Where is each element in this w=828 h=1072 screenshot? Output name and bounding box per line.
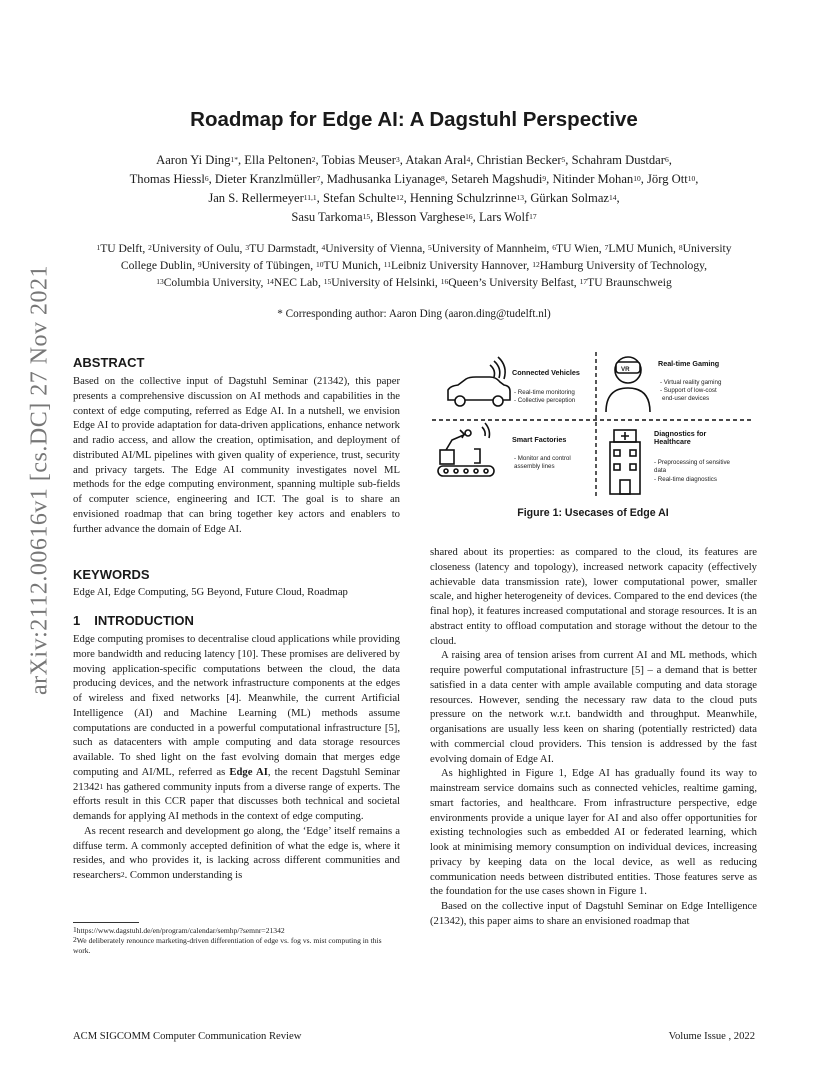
affiliation: TU Wien, [555, 242, 605, 255]
affiliation-mark: 9 [197, 260, 202, 269]
author: Gürkan Solmaz [530, 191, 610, 205]
usecases-figure [430, 350, 756, 498]
footer-volume: Volume Issue , 2022 [668, 1031, 755, 1042]
author-separator: , [668, 153, 672, 167]
panel-item: end-user devices [662, 395, 710, 402]
paragraph: As recent research and development go along, the ‘Edge’ itself remains a diffuse term. A commonly accepted definition of what the edge is, where it resides, and who provides it, is lacking across different communities and researchers$^2$. Common understanding is [73, 825, 400, 881]
author: Christian Becker [476, 153, 562, 167]
author-affiliation-mark: 11,1 [303, 193, 317, 202]
abstract-heading: ABSTRACT [73, 355, 145, 370]
author: Schahram Dustdar [571, 153, 665, 167]
author-list [95, 151, 733, 227]
affiliation: Leibniz University Hannover, [391, 259, 533, 272]
footer-venue: ACM SIGCOMM Computer Communication Review [73, 1031, 302, 1042]
affiliation-mark: 11 [383, 260, 391, 269]
author-separator: , [695, 172, 699, 186]
keywords-heading: KEYWORDS [73, 567, 150, 582]
author-affiliation-mark: 15 [362, 212, 371, 221]
affiliation-mark: 16 [440, 277, 449, 286]
affiliation: TU Braunschweig [587, 276, 672, 289]
author-separator: , [640, 172, 648, 186]
paragraph: As highlighted in Figure 1, Edge AI has gradually found its way to mainstream service domains such as connected vehicles, realtime gaming, smart factories, and healthcare. From infrastructure perspective, edge environments provide a unique layer for AI and also offer opportunities for existing technologies such as embedded AI or federated learning, which look at minimising memory consumption on individual devices, increasing privacy by keeping data on the local device, as well as reducing communication needs between distributed entities. Those features serve as the foundation for the use cases shown in Figure 1. [430, 768, 757, 898]
affiliation-mark: 4 [321, 243, 326, 252]
affiliation-mark: 14 [266, 277, 274, 286]
affiliation: NEC Lab, [273, 276, 324, 289]
author: Tobias Meuser [321, 153, 396, 167]
author-affiliation-mark: 9 [542, 174, 547, 183]
author-affiliation-mark: 12 [396, 193, 404, 202]
keywords-text: Edge AI, Edge Computing, 5G Beyond, Future Cloud, Roadmap [73, 587, 348, 598]
author-affiliation-mark: 10 [687, 174, 696, 183]
figure-caption: Figure 1: Usecases of Edge AI [517, 507, 669, 519]
author-separator: , [616, 191, 620, 205]
author-separator: , [399, 153, 406, 167]
paragraph: Based on the collective input of Dagstuhl Seminar on Edge Intelligence (21342), this paper aims to share an envisioned roadmap that [430, 901, 757, 927]
affiliation: Queen’s University Belfast, [448, 276, 580, 289]
author: Henning Schulzrinne [409, 191, 517, 205]
author-affiliation-mark: 1* [230, 155, 238, 164]
author-affiliation-mark: 6 [204, 174, 209, 183]
author-separator: , [546, 172, 553, 186]
introduction-right-column [430, 546, 757, 930]
author: Madhusanka Liyanage [326, 172, 442, 186]
author-separator: , [237, 153, 245, 167]
author-affiliation-mark: 17 [529, 212, 537, 221]
author: Jan S. Rellermeyer [208, 191, 304, 205]
author-separator: , [565, 153, 572, 167]
affiliation-mark: 2 [148, 243, 152, 252]
affiliation-mark: 3 [245, 243, 250, 252]
footnotes [73, 926, 400, 957]
affiliation-mark: 15 [323, 277, 332, 286]
panel-item: - Monitor and control [514, 455, 571, 462]
vr-badge: VR [621, 366, 630, 373]
panel-item: - Virtual reality gaming [660, 379, 722, 386]
affiliation: University College Dublin, [120, 242, 732, 272]
author-separator: , [472, 210, 479, 224]
panel-title: Smart Factories [512, 435, 567, 444]
affiliation: University of Mannheim, [431, 242, 553, 255]
author: Nitinder Mohan [552, 172, 634, 186]
panel-item: - Real-time diagnostics [654, 476, 717, 483]
author-affiliation-mark: 5 [561, 155, 566, 164]
footnote: $^2$We deliberately renounce marketing-driven differentiation of edge vs. fog vs. mist computing in this work. [73, 935, 382, 956]
corresponding-author: * Corresponding author: Aaron Ding (aaron.ding@tudelft.nl) [277, 308, 551, 320]
author-separator: , [315, 153, 322, 167]
panel-item: - Collective perception [514, 397, 576, 404]
affiliation-mark: 17 [579, 277, 588, 286]
affiliation-mark: 12 [532, 260, 540, 269]
author-affiliation-mark: 7 [316, 174, 321, 183]
panel-title: Diagnostics for [654, 429, 707, 438]
author-affiliation-mark: 8 [441, 174, 445, 183]
author-affiliation-mark: 14 [609, 193, 617, 202]
affiliation: Columbia University, [163, 276, 267, 289]
author-affiliation-mark: 2 [311, 155, 316, 164]
affiliation: TU Delft, [100, 242, 149, 255]
introduction-heading [73, 613, 194, 628]
panel-title: Connected Vehicles [512, 368, 580, 377]
affiliation: University of Oulu, [151, 242, 246, 255]
affiliation: University of Helsinki, [331, 276, 441, 289]
author-separator: , [320, 172, 327, 186]
panel-item: - Real-time monitoring [514, 389, 575, 396]
affiliation: University of Vienna, [325, 242, 429, 255]
author: Thomas Hiessl [129, 172, 205, 186]
author-separator: , [208, 172, 215, 186]
panel-item: data [654, 467, 667, 474]
paper-title: Roadmap for Edge AI: A Dagstuhl Perspective [190, 108, 638, 131]
factory-robot-icon [438, 423, 494, 476]
car-icon [448, 357, 510, 406]
affiliation-mark: 7 [604, 243, 609, 252]
affiliation: TU Darmstadt, [249, 242, 322, 255]
author-separator: , [470, 153, 477, 167]
paragraph: Edge computing promises to decentralise cloud applications while providing more bandwidth and reducing latency [10]. These promises are delivered by moving application-specific computations between the cloud, the data producing devices, and the network infrastructure components at the edges of wireless and fixed networks [4]. Meanwhile, the current Artificial Intelligence (AI) and Machine Learning (ML) methods assume computations are conducted in a powerful computational infrastructure [5], such as datacenters with ample computing and data storage resources available. To shed light on the fast evolving domain that merges edge computing and AI/ML, referred as Edge AI, the recent Dagstuhl Seminar 21342$^1$ has gathered community inputs from a diverse range of experts. The efforts result in this CCR paper that discusses both technical and societal demands for applying AI methods in the context of edge computing. [73, 634, 400, 822]
author-separator: , [370, 210, 377, 224]
footnote-rule [73, 922, 139, 923]
author: Setareh Magshudi [451, 172, 543, 186]
abstract-text: Based on the collective input of Dagstuhl Seminar (21342), this paper presents a comprehensive discussion on AI methods and capabilities in the context of edge computing, referred as Edge AI. In a nutshell, we envision Edge AI to provide adaptation for data-driven applications, enhance network and radio access, and allow the creation, optimisation, and deployment of distributed AI/ML pipelines with given quality of experience, trust, security and privacy targets. The Edge AI community investigates novel ML methods for the edge computing environment, spanning multiple sub-fields of computer science, engineering and ICT. The goal is to share an envisioned roadmap that can bring together key actors and enablers to further advance the domain of Edge AI. [73, 376, 400, 535]
author-separator: , [403, 191, 410, 205]
author: Jörg Ott [647, 172, 688, 186]
affiliation-mark: 13 [156, 277, 164, 286]
affiliation-mark: 1 [96, 243, 101, 252]
paragraph: shared about its properties: as compared to the cloud, its features are closeness (latency and topology), increased network capacity (effectively achievable data transmission rate), lower computational power, smaller scale, and higher heterogeneity of devices. Compared to the end devices (the final hop), it features increased computational and storage resources. It is an abstract entity to offload computation and storage without the detour to the cloud. [430, 547, 757, 647]
affiliation-mark: 5 [428, 243, 432, 252]
affiliation-mark: 10 [316, 260, 324, 269]
affiliation-mark: 8 [678, 243, 683, 252]
author-affiliation-mark: 10 [633, 174, 641, 183]
section-title: INTRODUCTION [94, 613, 194, 628]
author-separator: , [524, 191, 531, 205]
author: Dieter Kranzlmüller [214, 172, 317, 186]
affiliation: TU Munich, [323, 259, 384, 272]
author: Atakan Aral [405, 153, 467, 167]
affiliation: Hamburg University of Technology, [539, 259, 708, 272]
footnote: $^1$https://www.dagstuhl.de/en/program/calendar/semhp/?semnr=21342 [73, 925, 285, 935]
panel-item: assembly lines [514, 463, 555, 470]
author: Lars Wolf [478, 210, 530, 224]
author: Ella Peltonen [244, 153, 312, 167]
affiliation: LMU Munich, [608, 242, 679, 255]
introduction-left-column [73, 633, 400, 884]
author: Aaron Yi Ding [156, 153, 231, 167]
author: Blesson Varghese [376, 210, 466, 224]
author-affiliation-mark: 4 [466, 155, 471, 164]
author-affiliation-mark: 13 [516, 193, 525, 202]
hospital-icon [610, 430, 640, 494]
panel-title: Real-time Gaming [658, 359, 720, 368]
author-affiliation-mark: 16 [465, 212, 473, 221]
author: Stefan Schulte [322, 191, 397, 205]
affiliation-mark: 6 [552, 243, 556, 252]
paragraph: A raising area of tension arises from current AI and ML methods, which require powerful computational infrastructure [5] – a demand that is better satisfied in a data center with ample available computing and data storage resources. However, sending the necessary raw data to the cloud puts pressure on the network w.r.t. bandwidth and throughput. Meanwhile, organisations are usually less keen on sharing (potentially restricted) data with commercial cloud providers. This tension is addressed by the fast evolving domain of Edge AI. [430, 650, 757, 765]
section-number: 1 [73, 613, 81, 628]
panel-title: Healthcare [654, 437, 691, 446]
author-affiliation-mark: 3 [395, 155, 400, 164]
panel-item: - Preprocessing of sensitive [654, 459, 731, 466]
author-separator: , [316, 191, 323, 205]
author-affiliation-mark: 6 [664, 155, 669, 164]
affiliation-list [95, 240, 733, 291]
affiliation: University of Tübingen, [201, 259, 317, 272]
arxiv-identifier: arXiv:2112.00616v1 [cs.DC] 27 Nov 2021 [26, 264, 53, 696]
author: Sasu Tarkoma [291, 210, 363, 224]
author-separator: , [444, 172, 452, 186]
panel-item: - Support of low-cost [660, 387, 717, 394]
